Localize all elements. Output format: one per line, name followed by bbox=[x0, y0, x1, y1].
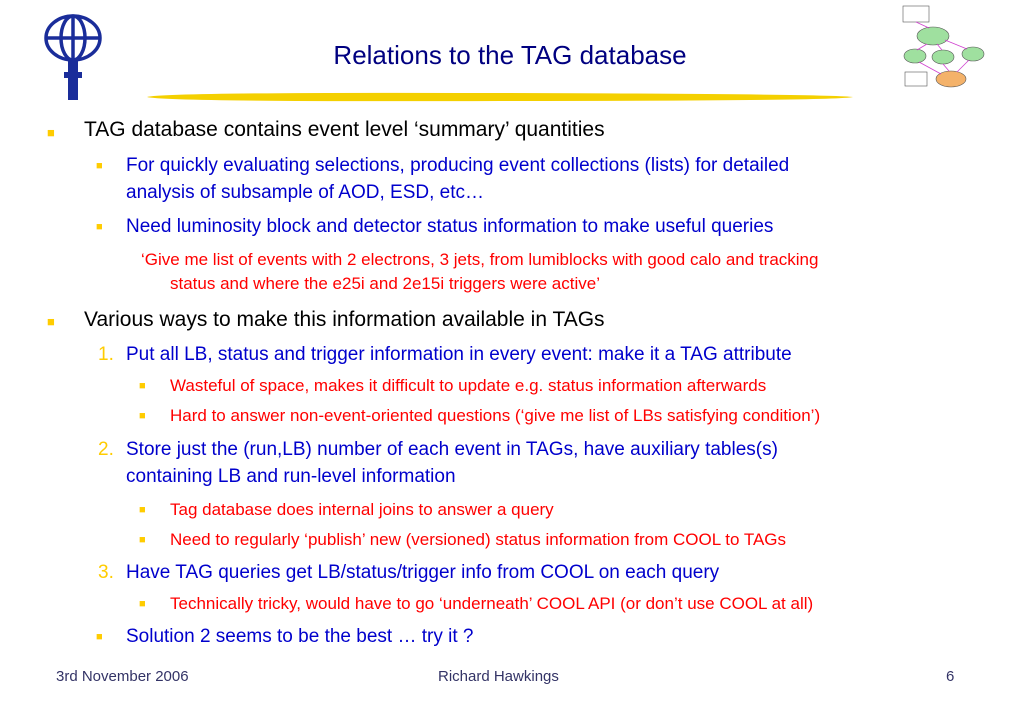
bullet-marker: ■ bbox=[96, 221, 103, 233]
footer-page-number: 6 bbox=[946, 668, 955, 685]
bullet-marker: ■ bbox=[47, 125, 55, 140]
bullet-marker: ■ bbox=[139, 598, 146, 610]
bullet-marker: ■ bbox=[139, 504, 146, 516]
option-2-note-joins: Tag database does internal joins to answer a query bbox=[170, 500, 554, 519]
bullet-marker: ■ bbox=[139, 534, 146, 546]
sub-bullet-quick-eval-cont: analysis of subsample of AOD, ESD, etc… bbox=[126, 182, 484, 203]
sub-bullet-quick-eval: For quickly evaluating selections, producing event collections (lists) for detailed bbox=[126, 155, 790, 176]
bullet-tag-database: TAG database contains event level ‘summary’ quantities bbox=[84, 118, 605, 141]
slide-title: Relations to the TAG database bbox=[333, 40, 687, 70]
example-query-quote-cont: status and where the e25i and 2e15i triggers were active’ bbox=[170, 274, 600, 293]
sub-bullet-luminosity: Need luminosity block and detector status information to make useful queries bbox=[126, 216, 774, 237]
bullet-various-ways: Various ways to make this information available in TAGs bbox=[84, 308, 605, 331]
option-2-note-publish: Need to regularly ‘publish’ new (versioned) status information from COOL to TAGs bbox=[170, 530, 787, 549]
bullet-marker: ■ bbox=[139, 410, 146, 422]
atlas-logo bbox=[38, 6, 108, 102]
bullet-marker: ■ bbox=[139, 380, 146, 392]
list-number: 2. bbox=[98, 439, 114, 460]
option-3: Have TAG queries get LB/status/trigger info from COOL on each query bbox=[126, 562, 720, 583]
footer-author: Richard Hawkings bbox=[438, 668, 559, 685]
solution-statement: Solution 2 seems to be the best … try it ? bbox=[126, 626, 474, 647]
option-1-con-wasteful: Wasteful of space, makes it difficult to update e.g. status information afterwards bbox=[170, 376, 767, 395]
list-number: 1. bbox=[98, 344, 114, 365]
bullet-marker: ■ bbox=[96, 631, 103, 643]
relations-diagram-thumbnail bbox=[897, 4, 997, 92]
bullet-marker: ■ bbox=[47, 314, 55, 329]
example-query-quote: ‘Give me list of events with 2 electrons, 3 jets, from lumiblocks with good calo and tracking bbox=[141, 250, 819, 269]
bullet-marker: ■ bbox=[96, 160, 103, 172]
footer-date: 3rd November 2006 bbox=[56, 668, 189, 685]
option-1: Put all LB, status and trigger information in every event: make it a TAG attribute bbox=[126, 344, 792, 365]
option-2-cont: containing LB and run-level information bbox=[126, 466, 456, 487]
option-3-con-tricky: Technically tricky, would have to go ‘underneath’ COOL API (or don’t use COOL at all) bbox=[170, 594, 814, 613]
option-1-con-hard: Hard to answer non-event-oriented questions (‘give me list of LBs satisfying condition’) bbox=[170, 406, 821, 425]
list-number: 3. bbox=[98, 562, 114, 583]
option-2: Store just the (run,LB) number of each event in TAGs, have auxiliary tables(s) bbox=[126, 439, 778, 460]
title-underline bbox=[145, 90, 855, 102]
